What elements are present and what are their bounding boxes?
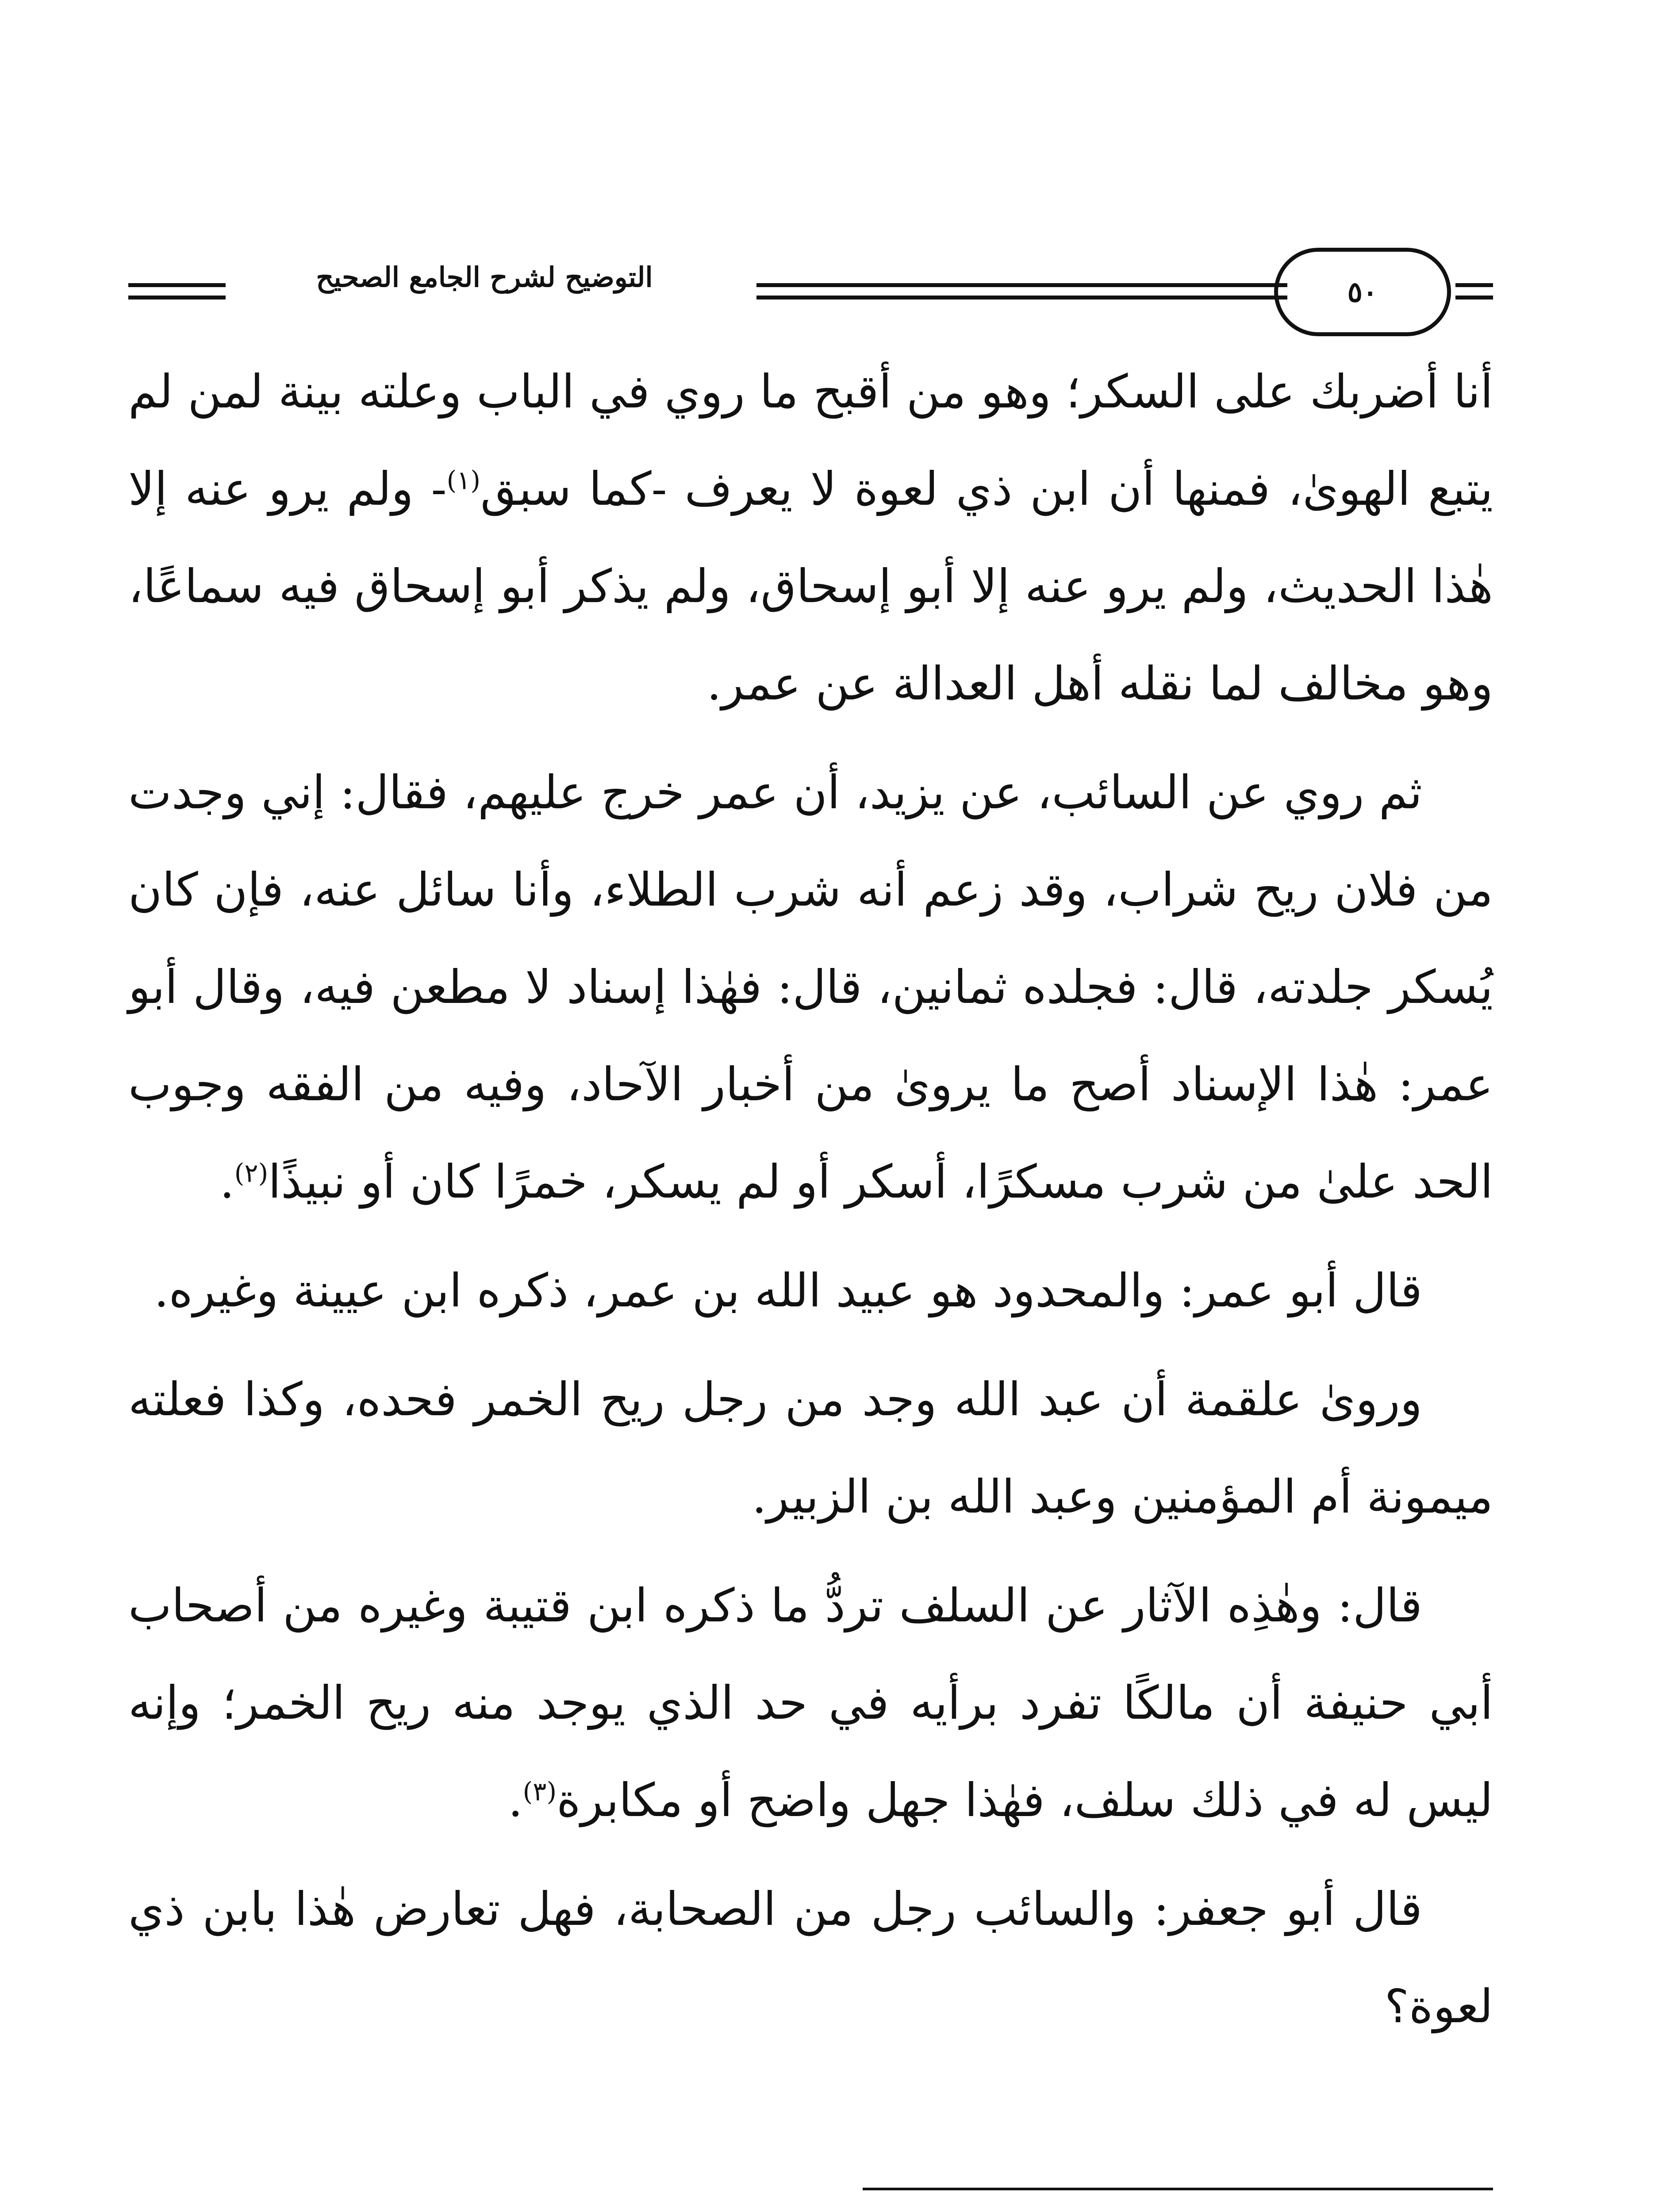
footnote-ref[interactable]: (٣) xyxy=(522,1776,557,1807)
page-number: ٥٠ xyxy=(1274,248,1451,336)
header-rule xyxy=(128,296,226,300)
footnote-ref[interactable]: (١) xyxy=(446,465,481,495)
paragraph: أنا أضربك على السكر؛ وهو من أقبح ما روي في الباب وعلته بينة لمن لم يتبع الهوىٰ، فمنها أن ابن ذي لعوة لا يعرف -كما سبق$^{(١)}$- ولم يرو عنه إلا هٰذا الحديث، ولم يرو عنه إلا أبو إسحاق، ولم يذكر أبو إسحاق فيه سماعًا، وهو مخالف لما نقله أهل العدالة عن عمر. xyxy=(128,365,1493,710)
header-rule xyxy=(128,283,226,287)
paragraph: قال أبو عمر: والمحدود هو عبيد الله بن عمر، ذكره ابن عيينة وغيره. xyxy=(154,1263,1422,1317)
paragraph: قال: وهٰذِه الآثار عن السلف تردُّ ما ذكره ابن قتيبة وغيره من أصحاب أبي حنيفة أن مالكًا تفرد برأيه في حد الذي يوجد منه ريح الخمر؛ وإنه ليس له في ذلك سلف، فهٰذا جهل واضح أو مكابرة$^{(٣)}$. xyxy=(128,1578,1493,1827)
header-rule xyxy=(756,296,1287,300)
footnote-ref[interactable]: (٢) xyxy=(234,1158,269,1188)
header-rule xyxy=(1455,296,1493,300)
paragraph: قال أبو جعفر: والسائب رجل من الصحابة، فهل تعارض هٰذا بابن ذي لعوة؟ xyxy=(128,1882,1493,2033)
paragraph: وروىٰ علقمة أن عبد الله وجد من رجل ريح الخمر فحده، وكذا فعلته ميمونة أم المؤمنين وعبد الله بن الزبير. xyxy=(128,1372,1493,1524)
running-title: التوضيح لشرح الجامع الصحيح xyxy=(316,261,653,293)
header-rule xyxy=(756,283,1287,287)
paragraph: ثم روي عن السائب، عن يزيد، أن عمر خرج عليهم، فقال: إني وجدت من فلان ريح شراب، وقد زعم أنه شرب الطلاء، وأنا سائل عنه، فإن كان يُسكر جلدته، قال: فجلده ثمانين، قال: فهٰذا إسناد لا مطعن فيه، وقال أبو عمر: هٰذا الإسناد أصح ما يروىٰ من أخبار الآحاد، وفيه من الفقه وجوب الحد علىٰ من شرب مسكرًا، أسكر أو لم يسكر، خمرًا كان أو نبيذًا$^{(٢)}$. xyxy=(128,765,1493,1209)
header-rule xyxy=(1455,283,1493,287)
main-text xyxy=(128,343,1493,2066)
footnote-separator xyxy=(863,2188,1493,2190)
